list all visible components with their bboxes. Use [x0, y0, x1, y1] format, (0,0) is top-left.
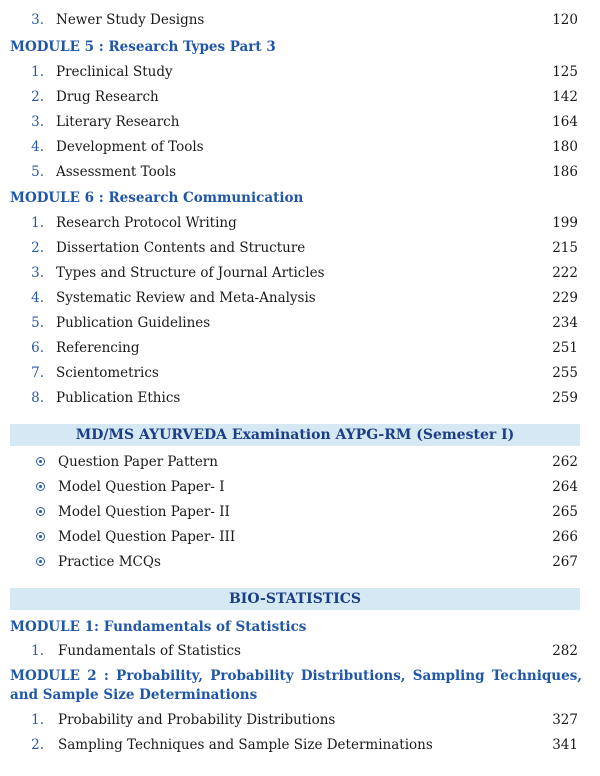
entry-number: 4. [31, 290, 44, 306]
entry-title: Preclinical Study [56, 64, 173, 80]
biostat-module-2-heading: MODULE 2 : Probability, Probability Distributions, Sampling Techniques, and Sample Size Determinations [10, 668, 582, 703]
entry-title: Publication Guidelines [56, 315, 211, 331]
entry-page-number: 266 [552, 529, 578, 545]
entry-page-number: 234 [552, 315, 578, 331]
entry-page-number: 125 [552, 64, 578, 80]
toc-entry[interactable] [0, 711, 600, 729]
entry-title: Practice MCQs [58, 554, 161, 570]
entry-title: Drug Research [56, 89, 159, 105]
entry-number: 5. [31, 315, 44, 331]
toc-entry[interactable] [0, 314, 600, 332]
entry-page-number: 164 [552, 114, 578, 130]
entry-title: Scientometrics [56, 365, 159, 381]
entry-number: 3. [31, 12, 44, 28]
bullet-icon [36, 507, 45, 516]
toc-entry[interactable] [0, 11, 600, 29]
entry-page-number: 222 [552, 265, 578, 281]
toc-entry[interactable] [0, 389, 600, 407]
entry-number: 5. [31, 164, 44, 180]
entry-number: 1. [31, 215, 44, 231]
biostatistics-section-heading: BIO-STATISTICS [10, 588, 580, 610]
bullet-icon [36, 532, 45, 541]
entry-number: 2. [31, 737, 44, 753]
toc-entry[interactable] [0, 528, 600, 546]
entry-title: Model Question Paper- II [58, 504, 230, 520]
entry-number: 3. [31, 265, 44, 281]
biostat-module-1-heading: MODULE 1: Fundamentals of Statistics [10, 619, 307, 635]
entry-title: Research Protocol Writing [56, 215, 237, 231]
entry-title: Model Question Paper- III [58, 529, 236, 545]
entry-number: 6. [31, 340, 44, 356]
toc-entry[interactable] [0, 736, 600, 754]
entry-number: 1. [31, 64, 44, 80]
entry-page-number: 267 [552, 554, 578, 570]
toc-entry[interactable] [0, 364, 600, 382]
entry-title: Fundamentals of Statistics [58, 643, 241, 659]
toc-entry[interactable] [0, 503, 600, 521]
entry-title: Probability and Probability Distributions [58, 712, 336, 728]
entry-page-number: 186 [552, 164, 578, 180]
toc-entry[interactable] [0, 289, 600, 307]
entry-page-number: 259 [552, 390, 578, 406]
entry-title: Sampling Techniques and Sample Size Determinations [58, 737, 433, 753]
entry-number: 7. [31, 365, 44, 381]
entry-page-number: 262 [552, 454, 578, 470]
entry-title: Model Question Paper- I [58, 479, 225, 495]
entry-title: Referencing [56, 340, 140, 356]
toc-entry[interactable] [0, 642, 600, 660]
bullet-icon [36, 482, 45, 491]
entry-page-number: 251 [552, 340, 578, 356]
exam-section-heading: MD/MS AYURVEDA Examination AYPG-RM (Semester I) [10, 424, 580, 446]
bullet-icon [36, 557, 45, 566]
entry-page-number: 327 [552, 712, 578, 728]
entry-page-number: 199 [552, 215, 578, 231]
entry-page-number: 180 [552, 139, 578, 155]
entry-title: Newer Study Designs [56, 12, 205, 28]
toc-entry[interactable] [0, 63, 600, 81]
toc-entry[interactable] [0, 339, 600, 357]
entry-number: 4. [31, 139, 44, 155]
entry-title: Question Paper Pattern [58, 454, 218, 470]
entry-page-number: 341 [552, 737, 578, 753]
entry-title: Publication Ethics [56, 390, 181, 406]
entry-page-number: 282 [552, 643, 578, 659]
entry-number: 8. [31, 390, 44, 406]
toc-entry[interactable] [0, 264, 600, 282]
entry-page-number: 229 [552, 290, 578, 306]
entry-page-number: 142 [552, 89, 578, 105]
module-6-heading: MODULE 6 : Research Communication [10, 190, 304, 206]
entry-title: Development of Tools [56, 139, 204, 155]
toc-entry[interactable] [0, 553, 600, 571]
module-5-heading: MODULE 5 : Research Types Part 3 [10, 39, 276, 55]
entry-page-number: 264 [552, 479, 578, 495]
entry-number: 1. [31, 643, 44, 659]
entry-title: Literary Research [56, 114, 180, 130]
toc-entry[interactable] [0, 88, 600, 106]
entry-number: 2. [31, 240, 44, 256]
entry-title: Dissertation Contents and Structure [56, 240, 306, 256]
entry-title: Types and Structure of Journal Articles [56, 265, 325, 281]
toc-entry[interactable] [0, 478, 600, 496]
entry-page-number: 255 [552, 365, 578, 381]
entry-number: 1. [31, 712, 44, 728]
entry-page-number: 215 [552, 240, 578, 256]
toc-entry[interactable] [0, 214, 600, 232]
entry-number: 2. [31, 89, 44, 105]
entry-title: Assessment Tools [56, 164, 177, 180]
toc-entry[interactable] [0, 138, 600, 156]
entry-page-number: 265 [552, 504, 578, 520]
toc-entry[interactable] [0, 239, 600, 257]
toc-entry[interactable] [0, 453, 600, 471]
bullet-icon [36, 457, 45, 466]
entry-page-number: 120 [552, 12, 578, 28]
entry-number: 3. [31, 114, 44, 130]
toc-entry[interactable] [0, 113, 600, 131]
toc-entry[interactable] [0, 163, 600, 181]
entry-title: Systematic Review and Meta-Analysis [56, 290, 316, 306]
